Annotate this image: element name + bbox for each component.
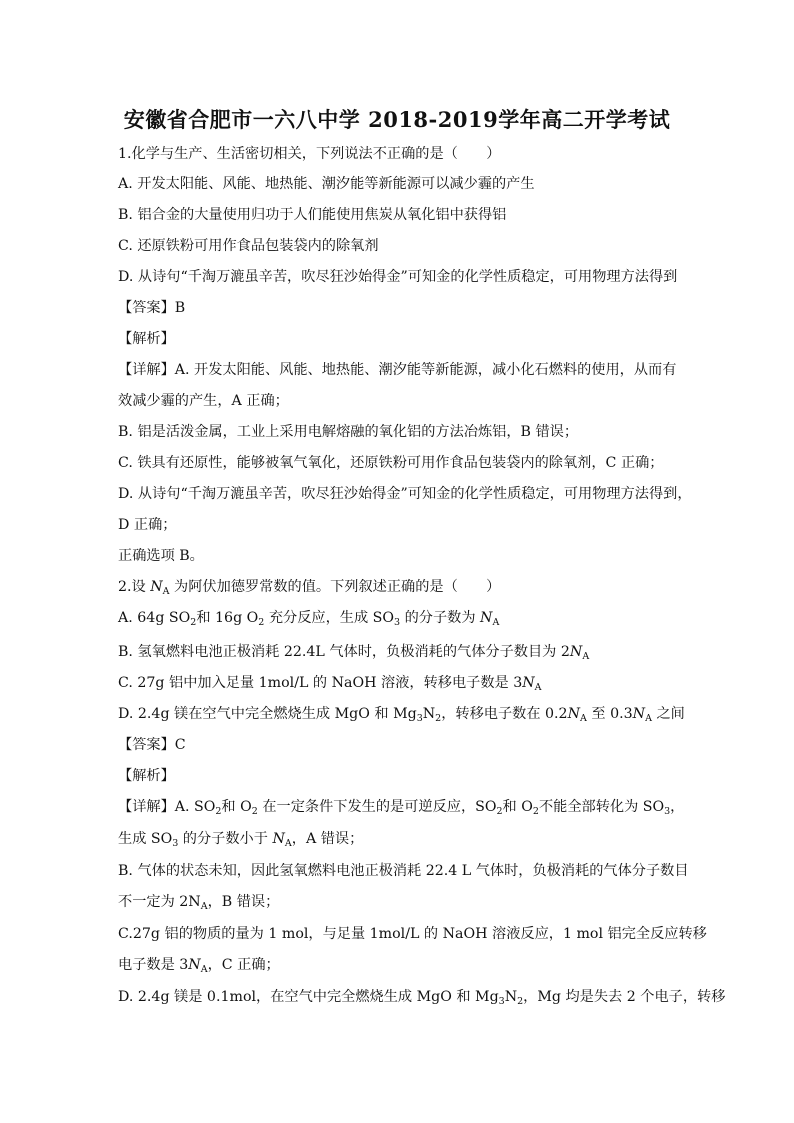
q1-detail-line: C. 铁具有还原性，能够被氧气氧化，还原铁粉可用作食品包装袋内的除氧剂，C 正确； <box>118 455 664 471</box>
q1-option-d: D. 从诗句“千淘万漉虽辛苦，吹尽狂沙始得金”可知金的化学性质稳定，可用物理方法得到 <box>118 269 678 285</box>
q1-analysis-heading: 【解析】 <box>118 331 175 347</box>
q2-option-a: A. 64g $SO_2$和 16g $O_2$ 充分反应，生成 $SO_3$ 的分子数为 $N_A$ <box>118 610 500 628</box>
q2-detail-line: 生成 $SO_3$ 的分子数小于 $N_A$，A 错误； <box>118 831 364 849</box>
q1-detail-line: D. 从诗句“千淘万漉虽辛苦，吹尽狂沙始得金”可知金的化学性质稳定，可用物理方法得到， <box>118 486 692 502</box>
q2-detail-line: D. 2.4g 镁是 0.1mol，在空气中完全燃烧生成 MgO 和 $Mg_3N_2$，Mg 均是失去 2 个电子，转移 <box>118 989 726 1007</box>
q1-detail-line: B. 铝是活泼金属，工业上采用电解熔融的氧化铝的方法冶炼铝，B 错误； <box>118 424 579 440</box>
q2-option-c: C. 27g 铝中加入足量 1mol/L 的 NaOH 溶液，转移电子数是 $3N_A$ <box>118 675 542 693</box>
q2-detail-line: C.27g 铝的物质的量为 1 mol，与足量 1mol/L 的 NaOH 溶液反应，1 mol 铝完全反应转移 <box>118 926 707 942</box>
exam-title: 安徽省合肥市一六八中学 2018-2019学年高二开学考试 <box>123 107 671 132</box>
q2-option-d: D. 2.4g 镁在空气中完全燃烧生成 MgO 和 $Mg_3N_2$，转移电子数在 $0.2N_A$ 至 $0.3N_A$ 之间 <box>118 706 685 724</box>
q2-detail-line: 电子数是 $3N_A$，C 正确； <box>118 957 280 975</box>
q2-analysis-heading: 【解析】 <box>118 768 175 784</box>
q1-detail-line: D 正确； <box>118 517 177 533</box>
q2-detail-line: 不一定为 $2N_A$，B 错误； <box>118 894 280 912</box>
q2-detail-line: B. 气体的状态未知，因此氢氧燃料电池正极消耗 22.4 L 气体时，负极消耗的气体分子数目 <box>118 863 689 879</box>
q1-option-a: A. 开发太阳能、风能、地热能、潮汐能等新能源可以减少霾的产生 <box>118 176 535 192</box>
q2-option-b: B. 氢氧燃料电池正极消耗 22.4L 气体时，负极消耗的气体分子数目为 $2N_A$ <box>118 644 590 662</box>
q1-detail-line: 【详解】A. 开发太阳能、风能、地热能、潮汐能等新能源，减小化石燃料的使用，从而有 <box>118 362 677 378</box>
q2-detail-line: 【详解】A. $SO_2$和 $O_2$ 在一定条件下发生的是可逆反应，$SO_2$和 $O_2$不能全部转化为 $SO_3$， <box>118 799 685 817</box>
q1-option-b: B. 铝合金的大量使用归功于人们能使用焦炭从氧化铝中获得铝 <box>118 207 507 223</box>
q1-detail-line: 效减少霾的产生，A 正确； <box>118 393 289 409</box>
q2-stem: 2.设 $N_A$ 为阿伏加德罗常数的值。下列叙述正确的是（ ） <box>118 579 501 597</box>
q1-conclusion: 正确选项 B。 <box>118 548 204 564</box>
q2-answer: 【答案】C <box>118 737 186 753</box>
q1-stem: 1.化学与生产、生活密切相关，下列说法不正确的是（ ） <box>118 146 501 162</box>
q1-answer: 【答案】B <box>118 300 186 316</box>
q1-option-c: C. 还原铁粉可用作食品包装袋内的除氧剂 <box>118 238 379 254</box>
